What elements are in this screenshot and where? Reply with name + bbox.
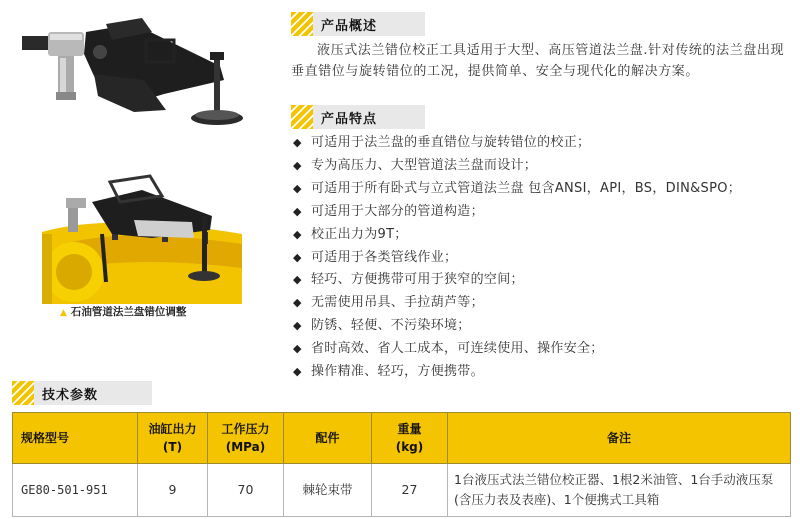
spec-table-header-cell: 油缸出力 (T)	[138, 413, 208, 464]
spec-table-cell: GE80-501-951	[13, 464, 138, 517]
feature-item	[293, 224, 741, 247]
overview-section-header	[291, 12, 425, 36]
features-title: 产品特点	[321, 111, 378, 127]
specs-section-header	[12, 381, 152, 405]
feature-text: 无需使用吊具、手拉葫芦等；	[311, 295, 484, 311]
feature-text: 可适用于所有卧式与立式管道法兰盘 包含ANSI，API，BS，DIN&SPO；	[311, 180, 742, 196]
feature-item	[293, 247, 741, 270]
feature-item	[293, 292, 741, 315]
table-row	[13, 464, 791, 517]
diamond-bullet-icon: ◆	[293, 296, 302, 310]
feature-text: 轻巧、方便携带可用于狭窄的空间；	[311, 272, 524, 288]
feature-text: 专为高压力、大型管道法兰盘而设计；	[311, 157, 538, 173]
specs-title: 技术参数	[42, 387, 99, 403]
feature-item	[293, 155, 741, 178]
feature-item	[293, 132, 741, 155]
diamond-bullet-icon: ◆	[293, 136, 302, 149]
spec-table-cell: 棘轮束带	[284, 464, 372, 517]
feature-text: 省时高效、省人工成本，可连续使用、操作安全；	[311, 341, 604, 357]
spec-table-header-row	[13, 413, 791, 464]
feature-item	[293, 315, 741, 338]
feature-item	[293, 269, 741, 292]
spec-table-header-cell: 配件	[284, 413, 372, 464]
features-section-header	[291, 105, 425, 129]
diamond-bullet-icon: ◆	[293, 319, 302, 333]
feature-item	[293, 338, 741, 361]
product-photo-tool	[14, 14, 254, 134]
features-list	[293, 132, 741, 384]
spec-table-cell: 1台液压式法兰错位校正器、1根2米油管、1台手动液压泵(含压力表及表座)、1个便携式工具箱	[448, 464, 791, 517]
diamond-bullet-icon: ◆	[293, 365, 302, 379]
feature-text: 可适用于大部分的管道构造；	[311, 203, 484, 219]
image-caption-text: 石油管道法兰盘错位调整	[70, 306, 187, 318]
spec-table	[12, 412, 791, 517]
feature-text: 校正出力为9T；	[311, 226, 408, 242]
image-caption	[60, 304, 186, 319]
caption-triangle-icon: ▲	[60, 308, 67, 318]
spec-table-header-cell: 规格型号	[13, 413, 138, 464]
spec-table-cell: 9	[138, 464, 208, 517]
diamond-bullet-icon: ◆	[293, 204, 302, 218]
diamond-bullet-icon: ◆	[293, 273, 302, 287]
diamond-bullet-icon: ◆	[293, 342, 302, 356]
product-photo-pipe-application	[42, 172, 282, 304]
feature-text: 操作精准、轻巧，方便携带。	[311, 364, 484, 380]
diamond-bullet-icon: ◆	[293, 158, 302, 172]
spec-table-header-cell: 重量 (kg)	[372, 413, 448, 464]
feature-item	[293, 361, 741, 384]
overview-title: 产品概述	[321, 18, 378, 34]
feature-text: 可适用于法兰盘的垂直错位与旋转错位的校正；	[311, 135, 591, 150]
spec-table-header-cell: 工作压力 (MPa)	[208, 413, 284, 464]
feature-item	[293, 201, 741, 224]
feature-text: 可适用于各类管线作业；	[311, 249, 458, 265]
spec-table-header-cell: 备注	[448, 413, 791, 464]
feature-text: 防锈、轻便、不污染环境；	[311, 318, 471, 334]
spec-table-cell: 70	[208, 464, 284, 517]
overview-text: 液压式法兰错位校正工具适用于大型、高压管道法兰盘.针对传统的法兰盘出现垂直错位与旋转错位的工况，提供简单、安全与现代化的解决方案。	[291, 43, 785, 79]
diamond-bullet-icon: ◆	[293, 250, 302, 264]
feature-item	[293, 178, 741, 201]
spec-table-cell: 27	[372, 464, 448, 517]
diamond-bullet-icon: ◆	[293, 227, 302, 241]
diamond-bullet-icon: ◆	[293, 181, 302, 195]
